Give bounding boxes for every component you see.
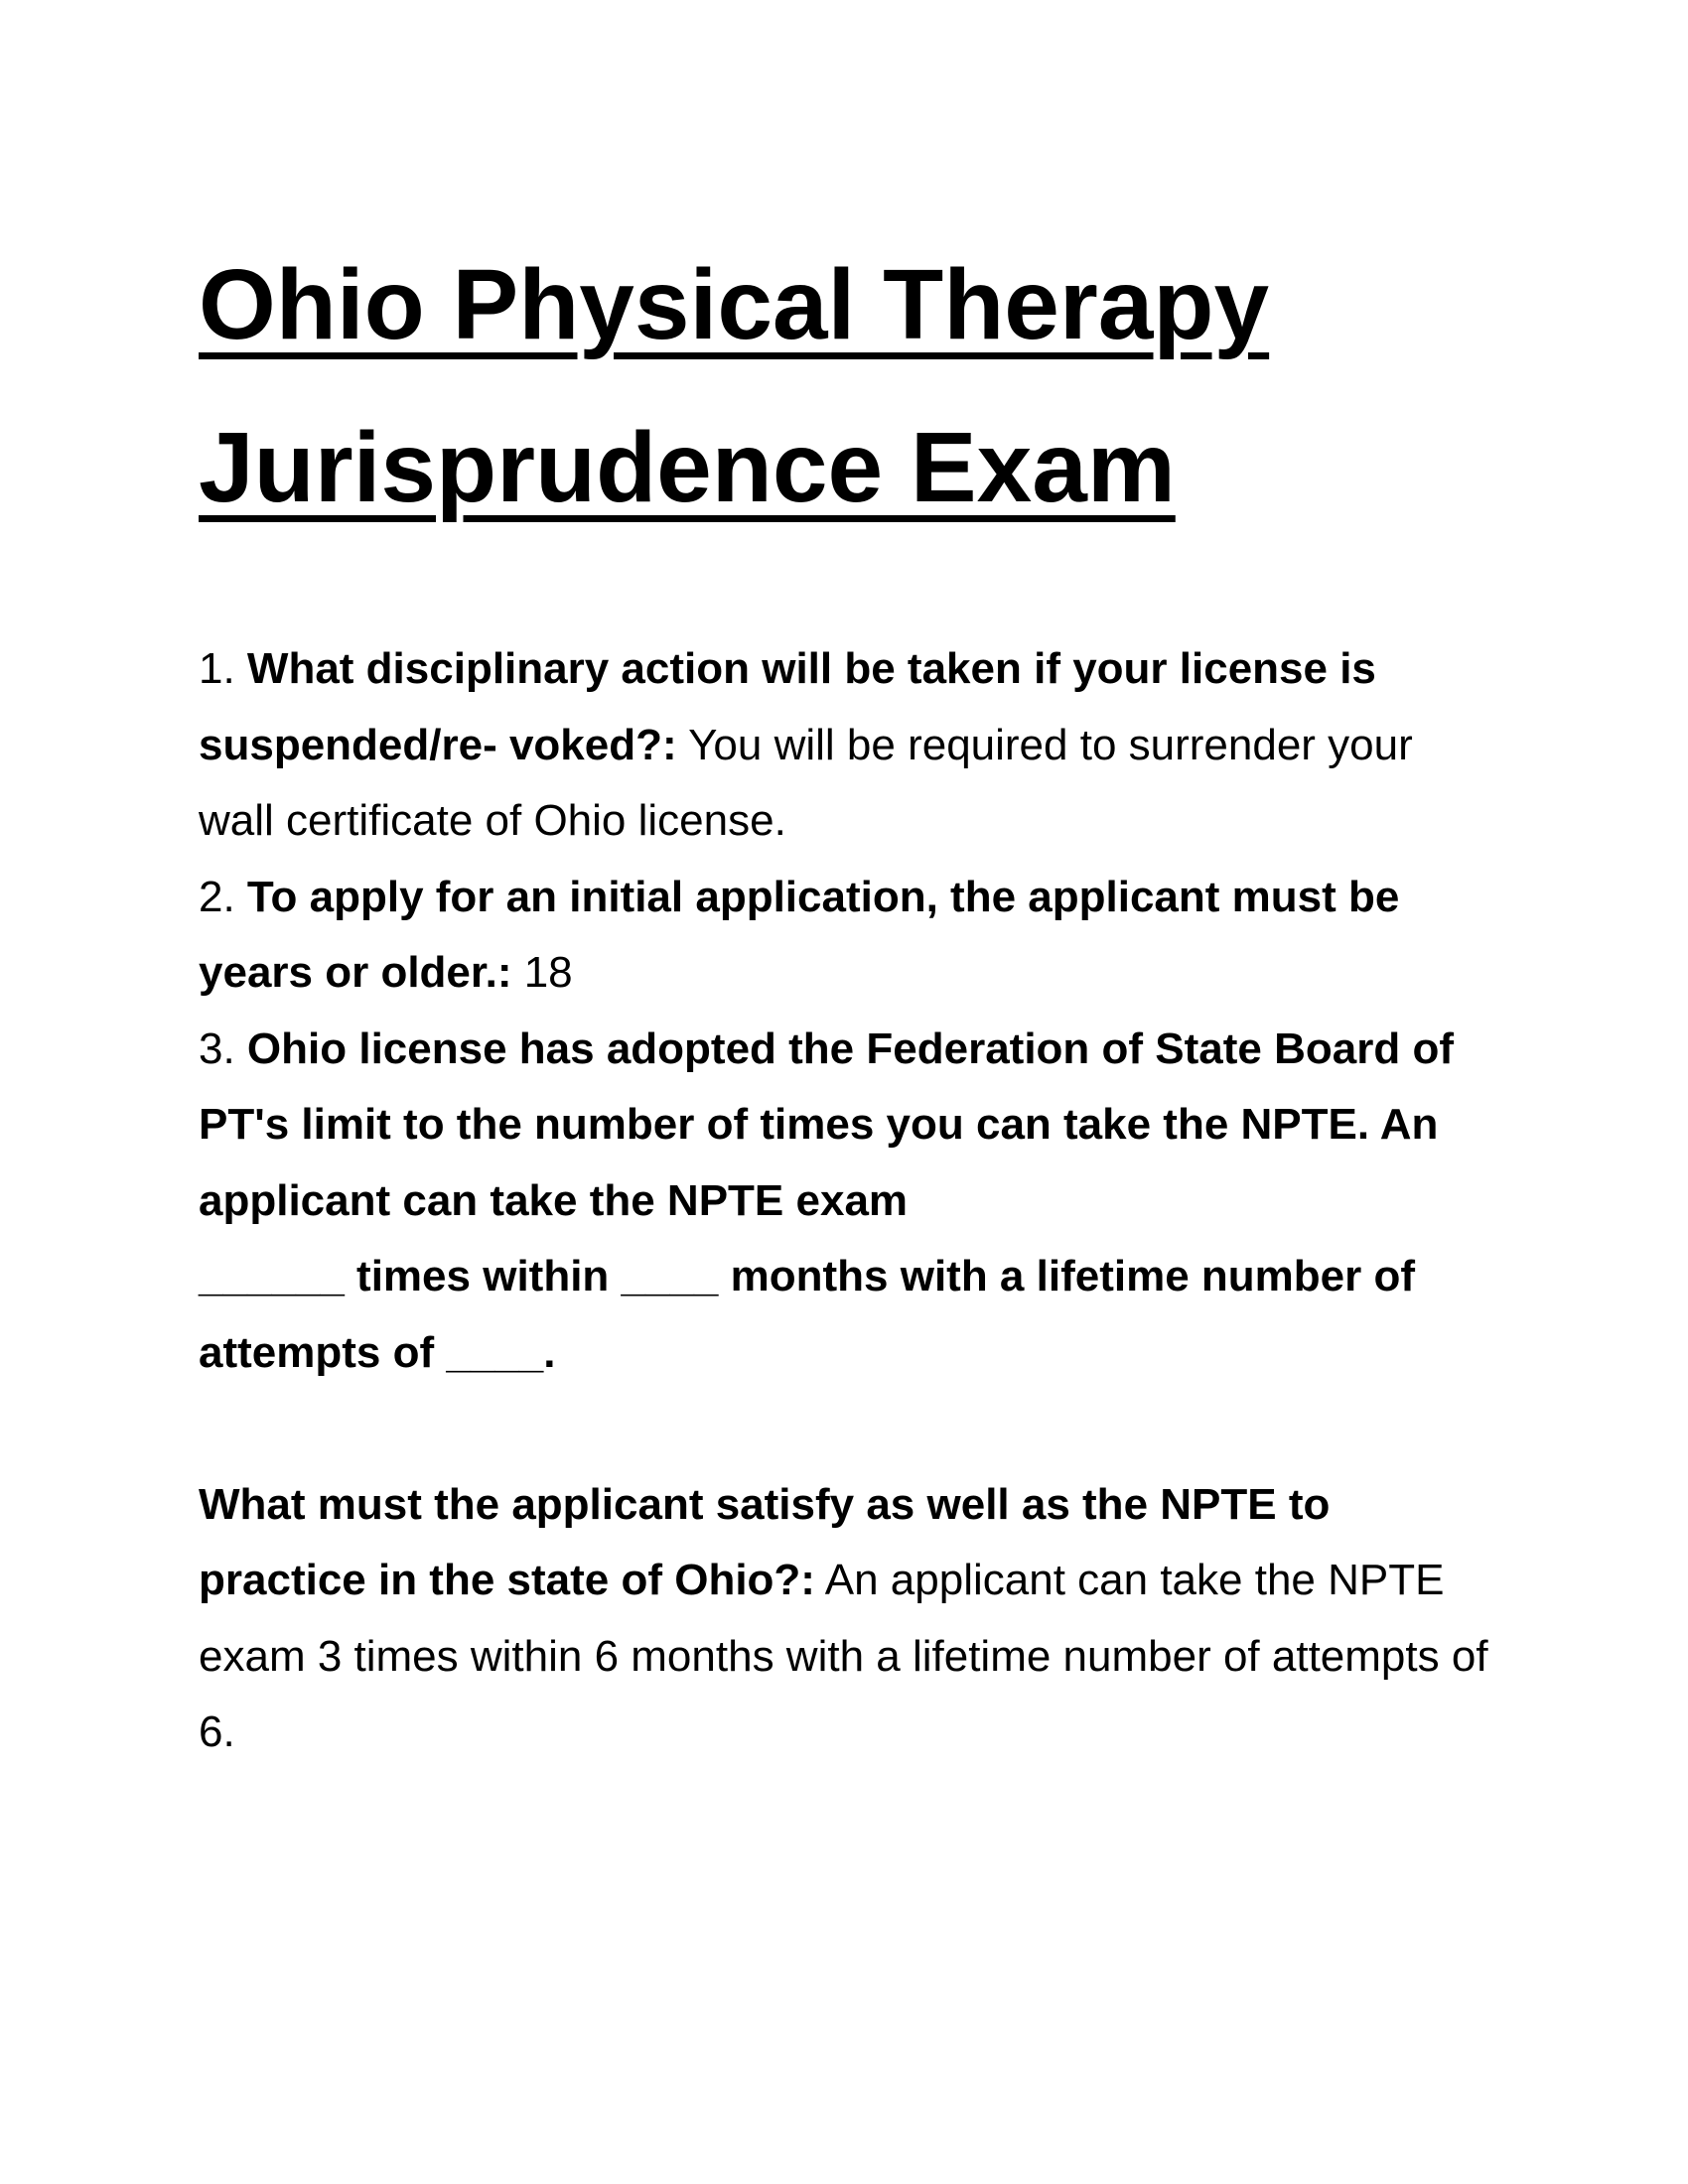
answer-text: You will be required to surrender your wall certificate of Ohio license. [199, 720, 1413, 845]
qa-item-1 [199, 631, 1499, 860]
qa-item-3 [199, 1012, 1499, 1392]
answer-text: 18 [511, 948, 573, 997]
item-number: 3. [199, 1024, 247, 1073]
document-title [199, 223, 1489, 549]
title-line-1: Ohio Physical Therapy [199, 249, 1270, 360]
question-text: What disciplinary action will be taken if your license is suspended/re- voked?: [199, 644, 1376, 769]
question-text: What must the applicant satisfy as well as the NPTE to practice in the state of Ohio?: [199, 1479, 1331, 1604]
item-number: 2. [199, 872, 247, 921]
question-text: To apply for an initial application, the applicant must be years or older.: [199, 872, 1400, 997]
answer-text: An applicant can take the NPTE exam 3 times within 6 months with a lifetime number of attempts of 6. [199, 1556, 1488, 1756]
item-number: 1. [199, 644, 247, 693]
question-text: Ohio license has adopted the Federation of State Board of PT's limit to the number of times you can take the NPTE. An applicant can take the NPTE exam [199, 1024, 1454, 1225]
section-spacer [199, 1391, 1499, 1467]
qa-item-2 [199, 860, 1499, 1012]
title-line-2: Jurisprudence Exam [199, 412, 1176, 523]
fill-in-blank-text: ______ times within ____ months with a lifetime number of attempts of ____. [199, 1252, 1415, 1377]
document-body [199, 631, 1499, 1771]
qa-item-4 [199, 1467, 1499, 1771]
